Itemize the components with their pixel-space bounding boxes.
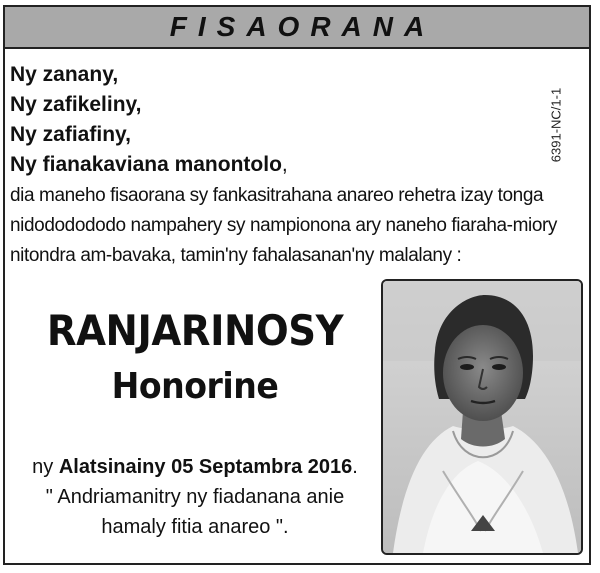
greeting-line-grandchildren: Ny zafikeliny, [10,93,142,116]
portrait-photo [381,279,583,555]
deceased-firstname: Honorine [111,366,279,407]
date-value: Alatsinainy 05 Septambra 2016 [58,456,353,478]
date-line [10,454,380,480]
greeting-line-children: Ny zanany, [10,63,119,86]
reference-code [536,70,576,180]
notice-title: FISAORANA [169,11,436,42]
body-text-line-3: nitondra am-bavaka, tamin'ny fahalasanan'ny malalany : [10,245,462,266]
body-text-line-1: dia maneho fisaorana sy fankasitrahana anareo rehetra izay tonga [10,185,544,206]
quote-line-1: " Andriamanitry ny fiadanana anie [45,486,345,508]
date-suffix: . [352,456,358,478]
quote-line-2: hamaly fitia anareo ". [101,516,289,538]
deceased-surname: RANJARINOSY [46,306,344,355]
date-prefix: ny [32,456,59,478]
body-text-line-2: nidododododo nampahery sy nampionona ary naneho fiaraha-miory [10,215,558,236]
notice-header [3,5,591,49]
greeting-family-text: Ny fianakaviana manontolo [10,153,282,176]
greeting-family-comma: , [281,153,288,176]
greeting-line-great-grandchildren: Ny zafiafiny, [10,123,131,146]
portrait-image [383,281,581,553]
reference-text: 6391-NC/1-1 [548,87,564,163]
greeting-line-family [10,151,288,179]
